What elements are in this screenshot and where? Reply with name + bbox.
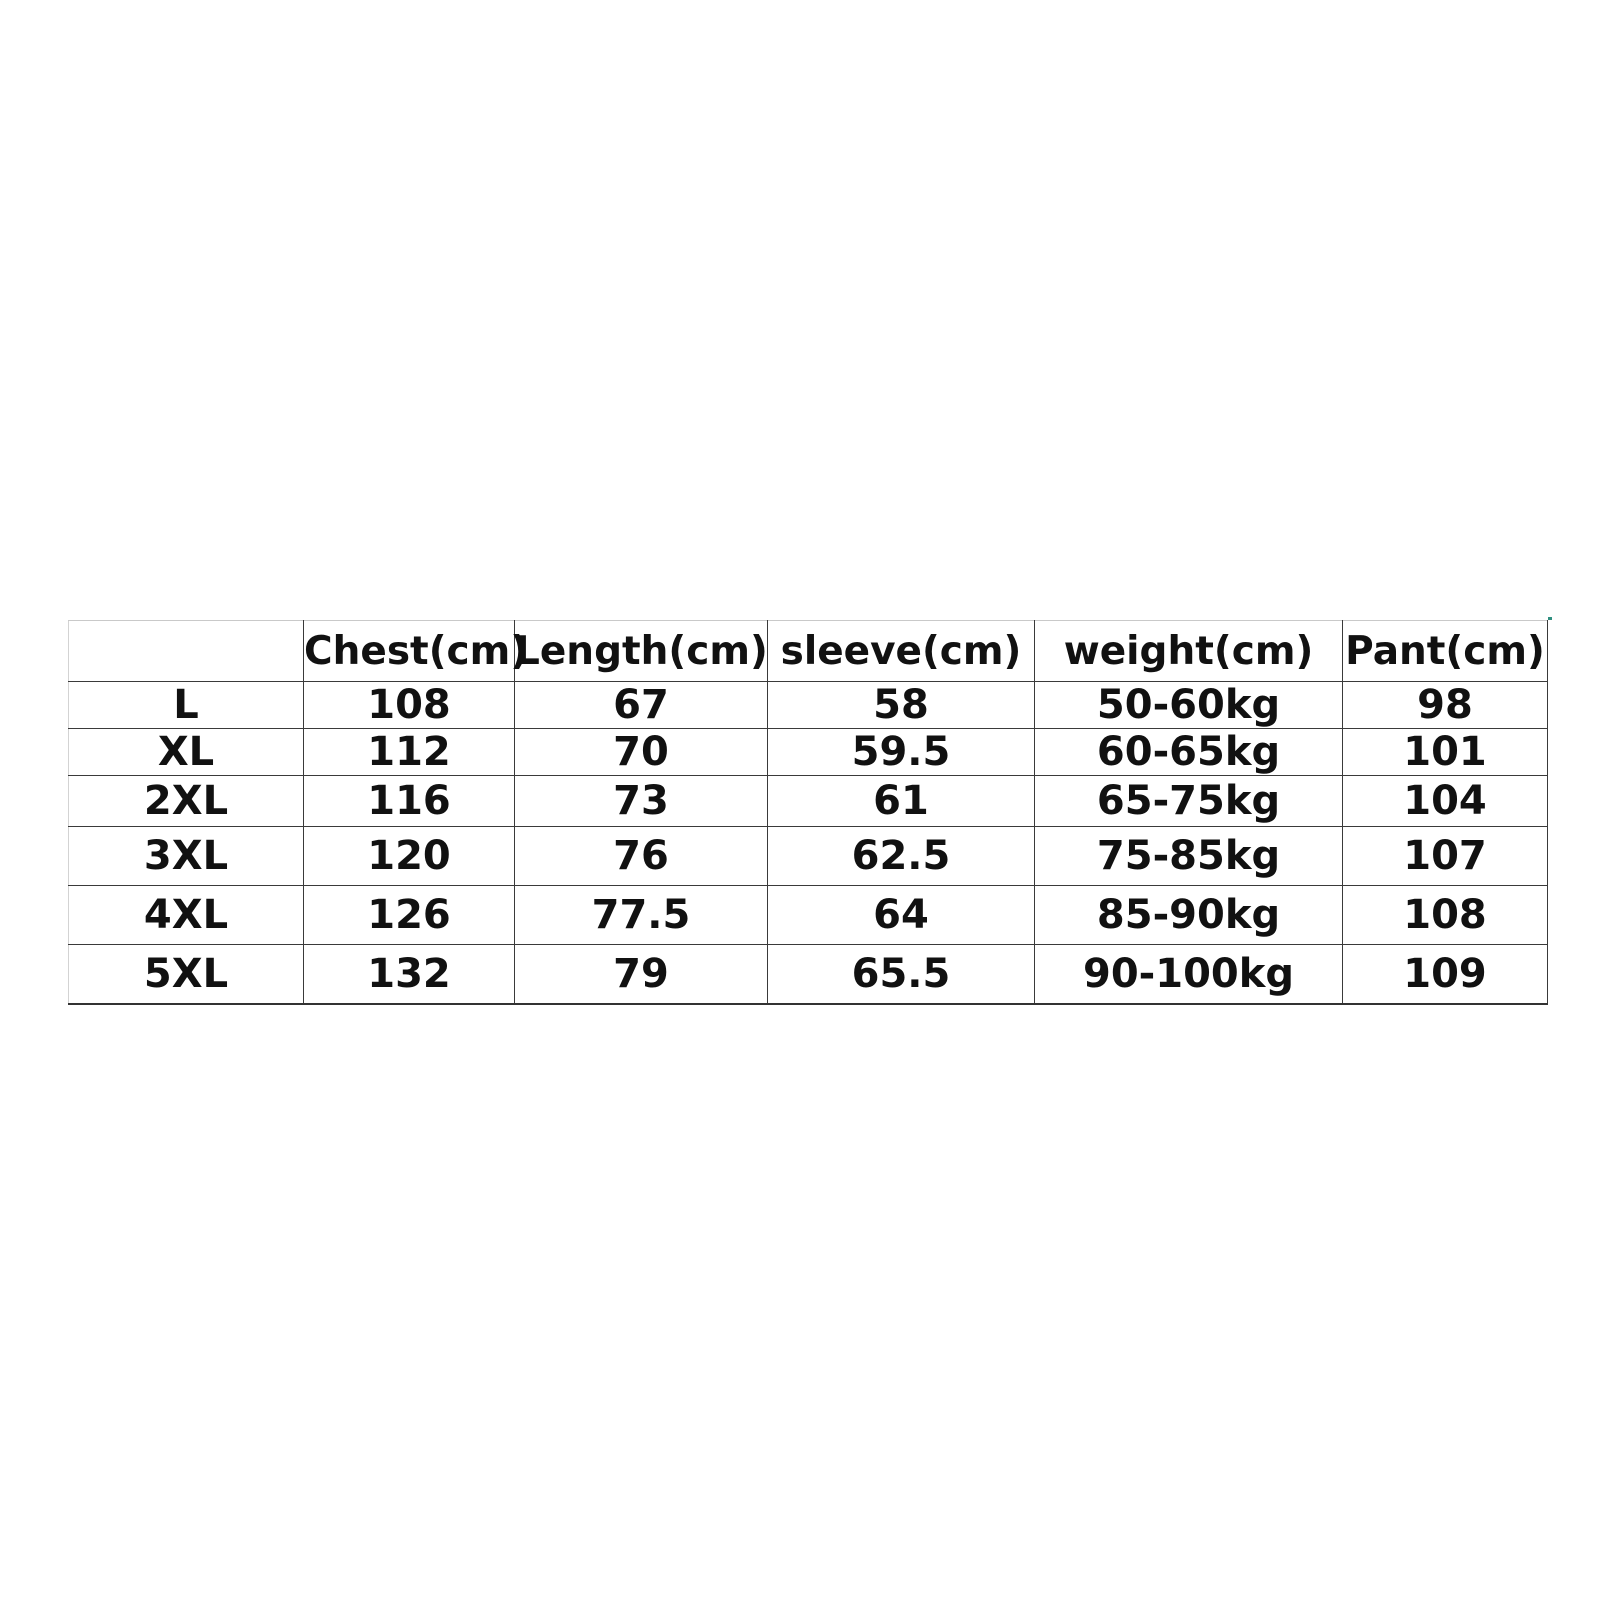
size-chart-table [68, 620, 1548, 1005]
sleeve-cell: 61 [768, 776, 1035, 827]
header-cell-blank [69, 621, 304, 682]
length-cell: 79 [515, 945, 768, 1005]
table-row [69, 827, 1548, 886]
sleeve-cell: 65.5 [768, 945, 1035, 1005]
pant-cell: 109 [1343, 945, 1548, 1005]
size-cell: 2XL [69, 776, 304, 827]
length-cell: 73 [515, 776, 768, 827]
pant-cell: 104 [1343, 776, 1548, 827]
chest-cell: 132 [304, 945, 515, 1005]
size-cell: 5XL [69, 945, 304, 1005]
size-cell: XL [69, 729, 304, 776]
table-row [69, 729, 1548, 776]
size-cell: L [69, 682, 304, 729]
table-row [69, 682, 1548, 729]
weight-cell: 85-90kg [1035, 886, 1343, 945]
header-cell-weight: weight(cm) [1035, 621, 1343, 682]
weight-cell: 50-60kg [1035, 682, 1343, 729]
corner-accent-mark [1548, 617, 1552, 620]
header-row [69, 621, 1548, 682]
header-cell-length: Length(cm) [515, 621, 768, 682]
header-cell-pant: Pant(cm) [1343, 621, 1548, 682]
size-cell: 3XL [69, 827, 304, 886]
weight-cell: 75-85kg [1035, 827, 1343, 886]
sleeve-cell: 58 [768, 682, 1035, 729]
header-cell-chest: Chest(cm) [304, 621, 515, 682]
pant-cell: 101 [1343, 729, 1548, 776]
length-cell: 70 [515, 729, 768, 776]
sleeve-cell: 59.5 [768, 729, 1035, 776]
pant-cell: 98 [1343, 682, 1548, 729]
header-cell-sleeve: sleeve(cm) [768, 621, 1035, 682]
chest-cell: 126 [304, 886, 515, 945]
length-cell: 77.5 [515, 886, 768, 945]
weight-cell: 90-100kg [1035, 945, 1343, 1005]
table-row [69, 776, 1548, 827]
chest-cell: 108 [304, 682, 515, 729]
weight-cell: 60-65kg [1035, 729, 1343, 776]
table-row [69, 945, 1548, 1005]
table-row [69, 886, 1548, 945]
chest-cell: 120 [304, 827, 515, 886]
weight-cell: 65-75kg [1035, 776, 1343, 827]
sleeve-cell: 62.5 [768, 827, 1035, 886]
pant-cell: 107 [1343, 827, 1548, 886]
length-cell: 76 [515, 827, 768, 886]
pant-cell: 108 [1343, 886, 1548, 945]
chest-cell: 116 [304, 776, 515, 827]
chest-cell: 112 [304, 729, 515, 776]
sleeve-cell: 64 [768, 886, 1035, 945]
length-cell: 67 [515, 682, 768, 729]
size-cell: 4XL [69, 886, 304, 945]
